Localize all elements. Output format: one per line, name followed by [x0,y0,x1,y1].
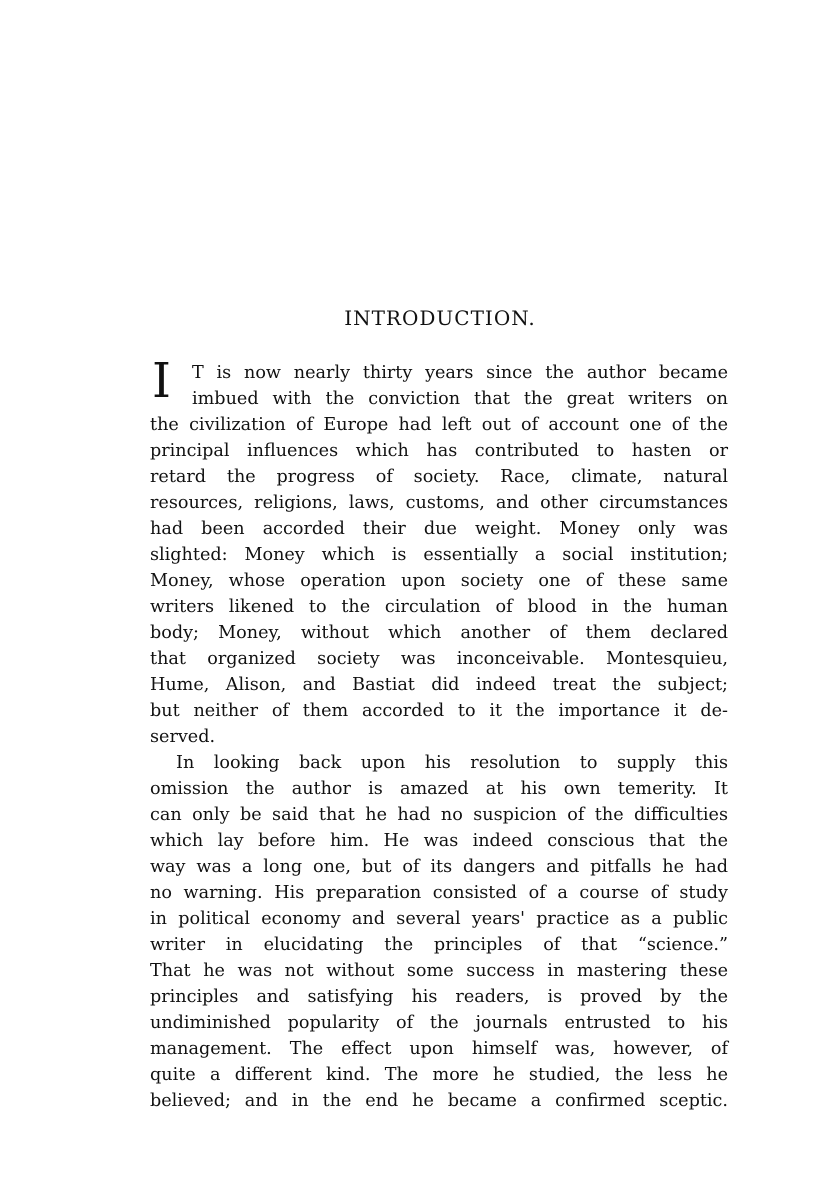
text-line: management. The effect upon himself was, however, of [150,1039,728,1059]
text-line: that organized society was inconceivable. Montesquieu, [150,649,728,669]
text-line: Hume, Alison, and Bastiat did indeed treat the subject; [150,675,728,695]
text-line: undiminished popularity of the journals entrusted to his [150,1013,728,1033]
text-line: which lay before him. He was indeed conscious that the [150,831,728,851]
text-line: the civilization of Europe had left out of account one of the [150,415,728,435]
text-line: retard the progress of society. Race, climate, natural [150,467,728,487]
text-line: in political economy and several years' practice as a public [150,909,728,929]
chapter-heading: INTRODUCTION. [344,306,536,330]
text-line: omission the author is amazed at his own temerity. It [150,779,728,799]
text-line: but neither of them accorded to it the importance it de- [150,701,728,721]
text-line: body; Money, without which another of them declared [150,623,728,643]
text-line: quite a different kind. The more he studied, the less he [150,1065,728,1085]
text-line: principles and satisfying his readers, is proved by the [150,987,728,1007]
drop-cap-letter: I [152,353,171,409]
text-line: believed; and in the end he became a confirmed sceptic. [150,1091,728,1111]
text-line: slighted: Money which is essentially a social institution; [150,545,728,565]
text-line: imbued with the conviction that the great writers on [192,389,728,409]
text-line: That he was not without some success in mastering these [150,961,728,981]
text-line: way was a long one, but of its dangers and pitfalls he had [150,857,728,877]
text-line: can only be said that he had no suspicion of the difficulties [150,805,728,825]
text-line: no warning. His preparation consisted of a course of study [150,883,728,903]
text-line: served. [150,727,216,747]
text-line: writers likened to the circulation of blood in the human [150,597,728,617]
text-line: Money, whose operation upon society one of these same [150,571,728,591]
text-line: resources, religions, laws, customs, and other circumstances [150,493,728,513]
text-line: T is now nearly thirty years since the author became [192,363,728,383]
text-line: In looking back upon his resolution to supply this [176,753,728,773]
text-line: writer in elucidating the principles of that “science.” [150,935,728,955]
text-line: had been accorded their due weight. Money only was [150,519,728,539]
text-line: principal influences which has contributed to hasten or [150,441,728,461]
